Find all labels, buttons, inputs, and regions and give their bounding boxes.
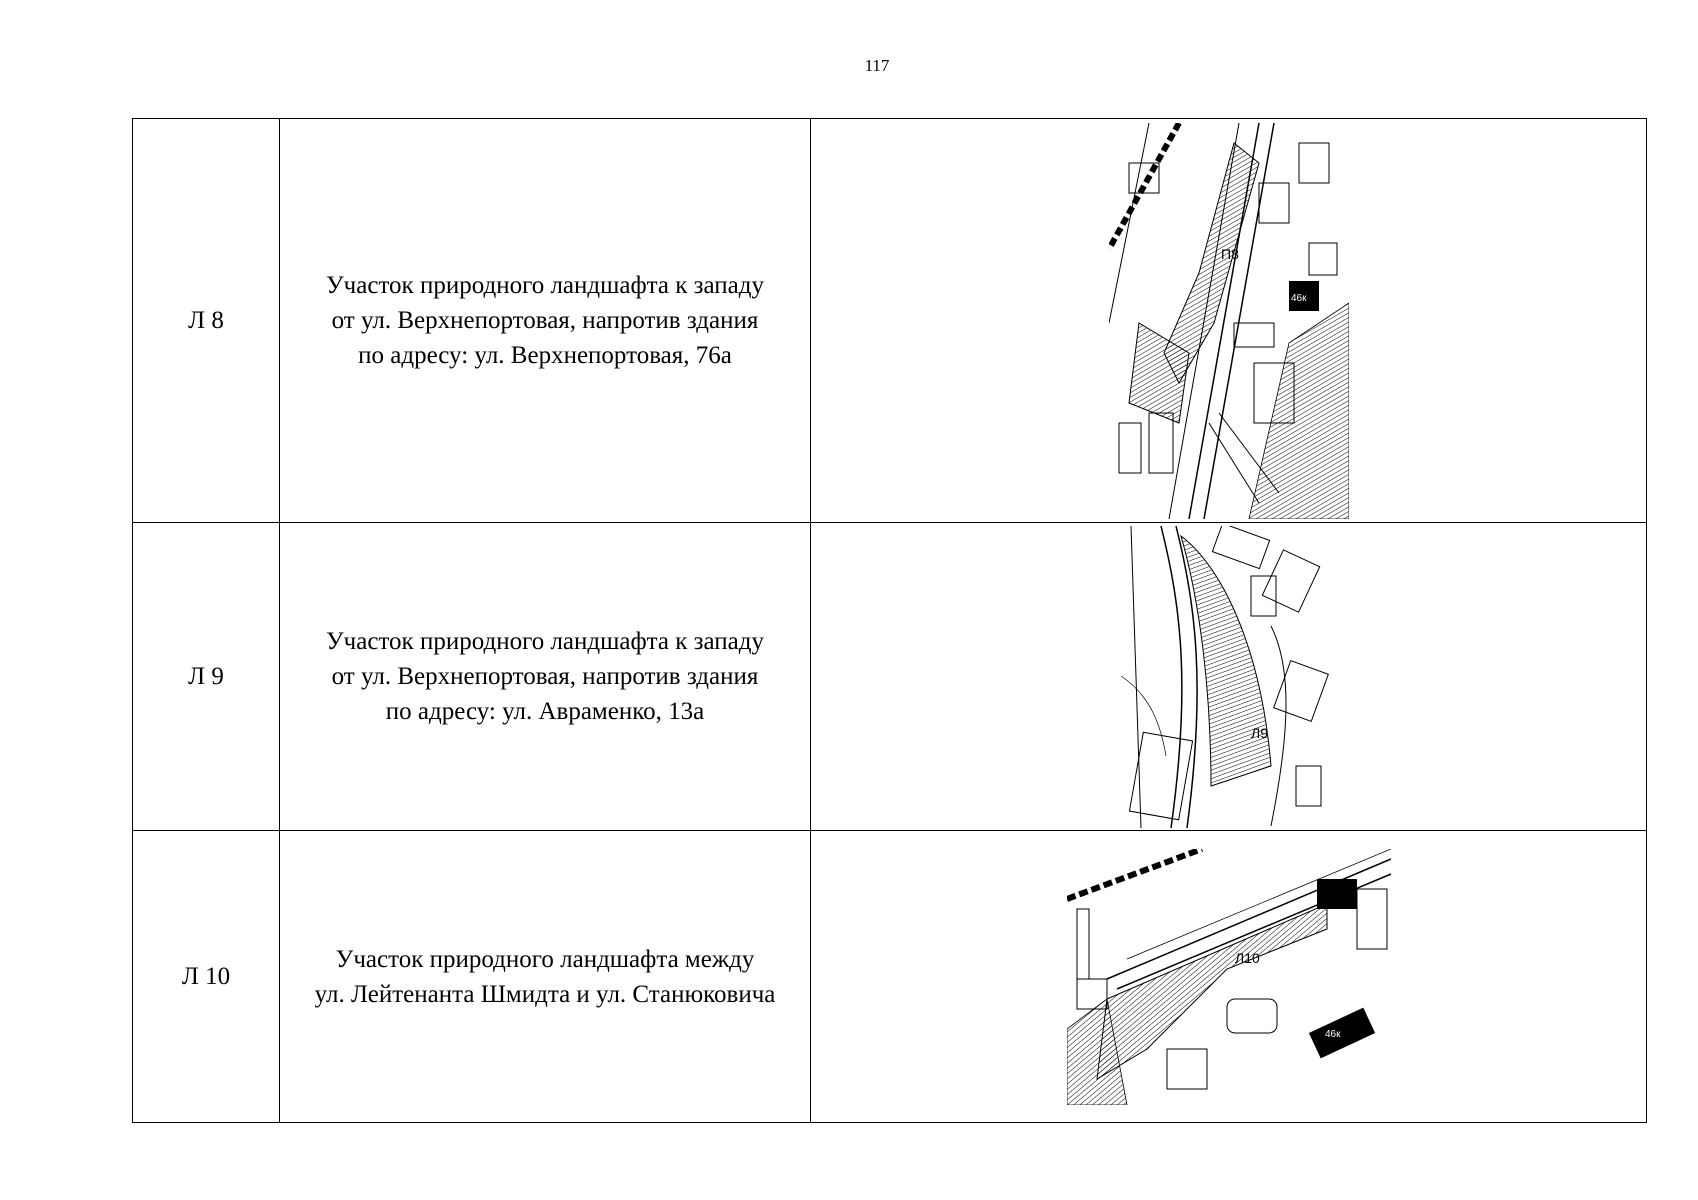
- site-code: Л 9: [133, 523, 280, 831]
- site-code: Л 8: [133, 119, 280, 523]
- map-label: П8: [1220, 245, 1239, 262]
- description-line: Участок природного ландшафта между: [335, 945, 755, 973]
- map-label: Л10: [1234, 949, 1260, 966]
- table-row: [133, 523, 1647, 831]
- map-cell: [811, 119, 1647, 523]
- map-cell: [811, 523, 1647, 831]
- site-map-l8: [1109, 123, 1349, 519]
- page-number: 117: [864, 56, 890, 75]
- building-label: 46к: [1290, 292, 1306, 304]
- description-line: по адресу: ул. Верхнепортовая, 76а: [358, 342, 732, 369]
- description-line: по адресу: ул. Авраменко, 13а: [385, 698, 705, 725]
- site-map-l9: [1121, 526, 1336, 828]
- table-row: [133, 831, 1647, 1123]
- site-description: [280, 831, 811, 1123]
- description-line: Участок природного ландшафта к западу: [325, 628, 764, 655]
- description-line: от ул. Верхнепортовая, напротив здания: [331, 663, 759, 690]
- map-label: Л9: [1251, 724, 1268, 741]
- description-line: от ул. Верхнепортовая, напротив здания: [331, 307, 759, 334]
- site-map-l10: [1067, 849, 1391, 1105]
- site-code: Л 10: [133, 831, 280, 1123]
- table-row: [133, 119, 1647, 523]
- landscape-table: [132, 118, 1647, 1123]
- description-line: Участок природного ландшафта к западу: [325, 272, 764, 299]
- building-label: 46к: [1324, 1028, 1340, 1040]
- description-line: ул. Лейтенанта Шмидта и ул. Станюковича: [314, 980, 776, 1008]
- site-description: [280, 523, 811, 831]
- map-cell: [811, 831, 1647, 1123]
- site-description: [280, 119, 811, 523]
